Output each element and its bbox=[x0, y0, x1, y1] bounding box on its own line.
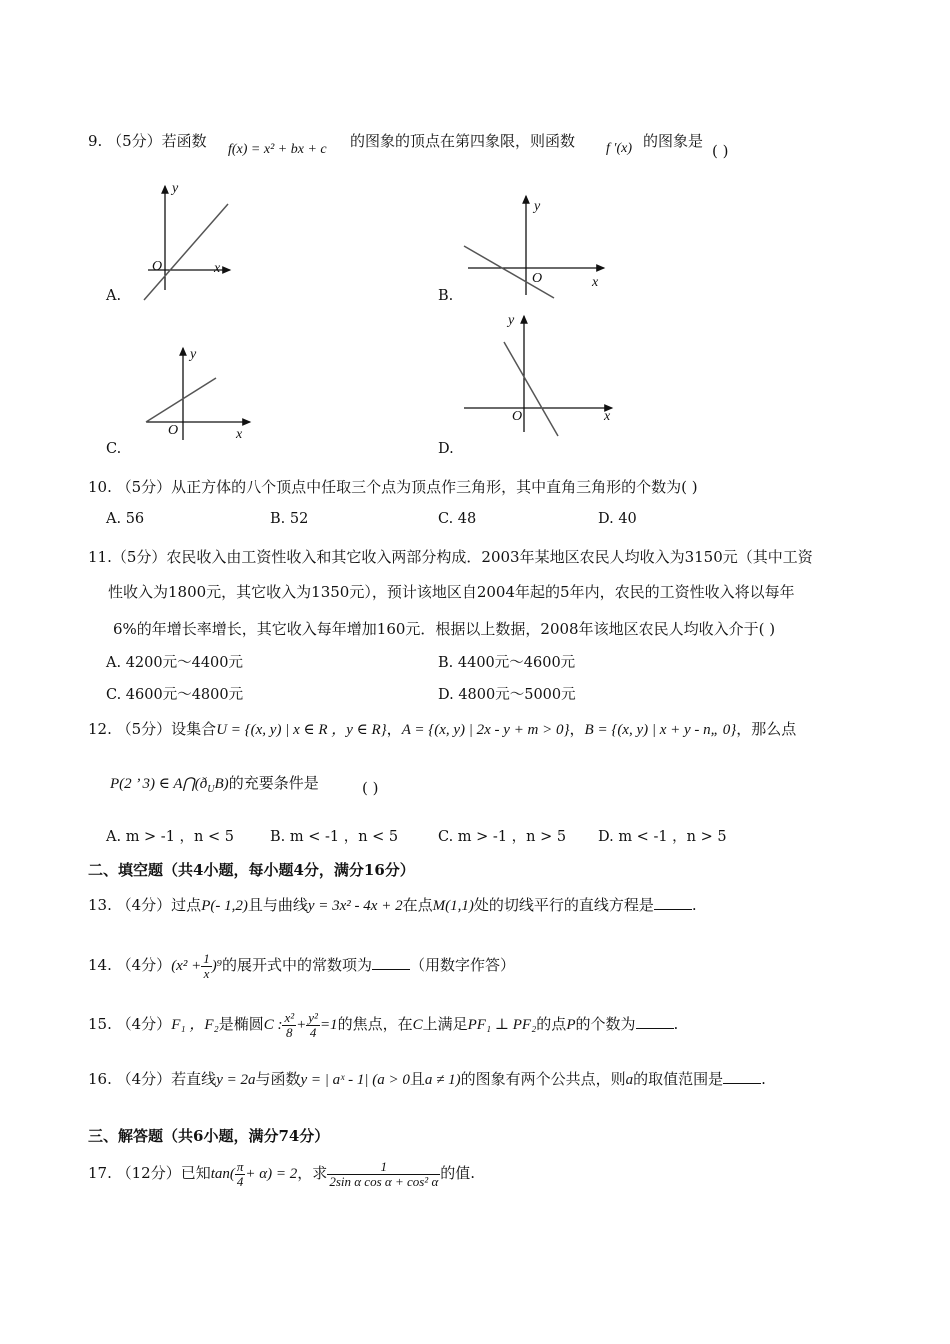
q10-option-d: D. 40 bbox=[598, 511, 637, 527]
q15-frac-2-num: y² bbox=[308, 1010, 318, 1025]
q16-score: （4分）若直线 bbox=[116, 1070, 217, 1088]
q12-answer-paren: ( ) bbox=[362, 779, 379, 797]
q17-target-fraction bbox=[327, 1160, 440, 1188]
q15-perp: PF₁ ⊥ PF₂ bbox=[467, 1017, 537, 1034]
q15-text-5: 的个数为 bbox=[575, 1015, 636, 1034]
q16-cond: a ≠ 1) bbox=[424, 1072, 461, 1088]
q13-score: （4分）过点 bbox=[116, 896, 202, 914]
q15-number: 15. bbox=[88, 1015, 112, 1034]
q12-tail: ，那么点 bbox=[736, 720, 797, 738]
q13-point-p: P(- 1,2) bbox=[201, 898, 248, 914]
q15-text-3: 上满足 bbox=[422, 1015, 468, 1034]
q9d-origin: O bbox=[512, 409, 523, 424]
section-fill-in-title: 二、填空题（共4小题，每小题4分，满分16分） bbox=[88, 861, 415, 879]
q12-set-u: U = {(x, y) | x ∈ R ，y ∈ R} bbox=[216, 722, 387, 738]
q11-line-3: 6%的年增长率增长，其它收入每年增加160元．根据以上数据，2008年该地区农民人均收入介于( ) bbox=[113, 620, 776, 638]
q14-text-1: 的展开式中的常数项为 bbox=[221, 956, 372, 975]
q17-pi-over-4 bbox=[235, 1160, 246, 1188]
q12-option-c: C. m > -1 ，n > 5 bbox=[438, 829, 567, 845]
q10-option-c: C. 48 bbox=[438, 511, 477, 527]
q9c-x-label: x bbox=[236, 427, 243, 442]
q12-sep-2: ， bbox=[569, 720, 585, 738]
q16-a: a bbox=[625, 1072, 634, 1088]
q9a-y-label: y bbox=[172, 181, 179, 196]
q16-text-1: 与函数 bbox=[255, 1070, 301, 1088]
q14-answer-blank[interactable] bbox=[372, 957, 410, 970]
q17-four: 4 bbox=[236, 1173, 244, 1189]
q15-foci: F₁ ，F₂ bbox=[171, 1017, 219, 1034]
q13-text-1: 且与曲线 bbox=[247, 896, 308, 914]
q16-number: 16. bbox=[88, 1070, 112, 1088]
q16-text-4: 的取值范围是 bbox=[633, 1070, 724, 1088]
q15-frac-2-den: 4 bbox=[309, 1024, 317, 1040]
q9b-y-label: y bbox=[534, 199, 541, 214]
q17-stem bbox=[88, 1160, 475, 1188]
q17-score: （12分）已知 bbox=[116, 1164, 211, 1183]
q15-point-p: P bbox=[566, 1017, 576, 1034]
q16-func: y = | aˣ - 1| (a > 0 bbox=[300, 1072, 410, 1088]
q9b-x-label: x bbox=[592, 275, 599, 290]
q14-frac-den: x bbox=[203, 965, 210, 981]
q17-target-den: 2sin α cos α + cos² α bbox=[329, 1173, 439, 1189]
q15-text-1: 是椭圆 bbox=[218, 1015, 264, 1034]
q10-option-a: A. 56 bbox=[106, 511, 145, 527]
q15-end: . bbox=[673, 1015, 679, 1034]
q12-cond-text: 的充要条件是 bbox=[228, 774, 319, 792]
q10-stem: 10. （5分）从正方体的八个顶点中任取三个点为顶点作三角形，其中直角三角形的个数为( ) bbox=[88, 478, 698, 496]
q14-text-2: （用数字作答） bbox=[409, 956, 515, 975]
q15-frac-1 bbox=[282, 1011, 296, 1039]
q9a-line bbox=[144, 204, 228, 300]
q14-fraction bbox=[201, 952, 212, 980]
q9-score: （5分） bbox=[107, 132, 162, 150]
q12-sep-1: ， bbox=[386, 720, 402, 738]
q15-frac-1-den: 8 bbox=[286, 1024, 293, 1040]
q15-c2: C bbox=[412, 1017, 423, 1034]
q9d-y-label: y bbox=[508, 313, 515, 328]
q14-frac-num: 1 bbox=[203, 951, 210, 966]
q15-score: （4分） bbox=[116, 1015, 172, 1034]
q11-line-1: 11.（5分）农民收入由工资性收入和其它收入两部分构成．2003年某地区农民人均收入为3150元（其中工资 bbox=[88, 548, 813, 566]
q12-cond-formula: P(2 ’ 3) ∈ A⋂(ð bbox=[110, 776, 208, 792]
q12-number: 12. bbox=[88, 720, 112, 738]
q9-formula-f: f(x) = x² + bx + c bbox=[228, 142, 327, 157]
q11-option-a: A. 4200元～4400元 bbox=[106, 655, 243, 671]
q15-text-4: 的点 bbox=[536, 1015, 567, 1034]
q9-option-b-label: B. bbox=[438, 288, 454, 304]
q13-text-2: 在点 bbox=[402, 896, 433, 914]
q12-option-d: D. m < -1 ，n > 5 bbox=[598, 829, 727, 845]
q9b-origin: O bbox=[532, 271, 543, 286]
q15-frac-2 bbox=[306, 1011, 320, 1039]
q12-option-a: A. m > -1 ，n < 5 bbox=[106, 829, 234, 845]
q17-number: 17. bbox=[88, 1164, 112, 1183]
q12-set-a: A = {(x, y) | 2x - y + m > 0} bbox=[401, 722, 570, 738]
q16-stem bbox=[88, 1068, 766, 1089]
q11-line-2: 性收入为1800元，其它收入为1350元），预计该地区自2004年起的5年内，农民的工资性收入将以每年 bbox=[108, 583, 795, 601]
q15-text-2: 的焦点，在 bbox=[337, 1015, 413, 1034]
q13-answer-blank[interactable] bbox=[654, 897, 692, 910]
q17-pi: π bbox=[236, 1159, 244, 1174]
q12-cond-sub: U bbox=[207, 784, 215, 795]
q9c-y-label: y bbox=[190, 347, 197, 362]
q17-tan-post: + α) = 2 bbox=[245, 1166, 298, 1183]
q9c-origin: O bbox=[168, 423, 179, 438]
q11-option-d: D. 4800元～5000元 bbox=[438, 687, 576, 703]
q17-text-2: 的值. bbox=[440, 1164, 476, 1183]
q12-stem bbox=[88, 718, 796, 739]
q9-graph-d bbox=[458, 312, 618, 442]
q9d-x-label: x bbox=[604, 409, 611, 424]
q16-answer-blank[interactable] bbox=[723, 1071, 761, 1084]
q16-text-2: 且 bbox=[409, 1070, 425, 1088]
q9-formula-fprime: f ′(x) bbox=[606, 141, 632, 156]
q9a-origin: O bbox=[152, 259, 163, 274]
q11-option-b: B. 4400元～4600元 bbox=[438, 655, 576, 671]
q15-frac-1-num: x² bbox=[284, 1010, 295, 1025]
q17-text-1: ，求 bbox=[297, 1164, 328, 1183]
q14-score: （4分） bbox=[116, 956, 172, 975]
q12-cond-end: B) bbox=[214, 776, 229, 792]
q9-graph-b bbox=[458, 190, 613, 300]
q9-graph-a bbox=[140, 180, 250, 305]
q13-end: . bbox=[691, 896, 697, 914]
q9c-line bbox=[146, 378, 216, 422]
q9-option-d-label: D. bbox=[438, 441, 454, 457]
q9-number: 9. bbox=[88, 132, 103, 150]
q14-expr-pre: (x² + bbox=[171, 958, 202, 975]
q9-option-c-label: C. bbox=[106, 441, 122, 457]
q9-stem bbox=[88, 130, 207, 151]
q14-expr-post: )⁹ bbox=[211, 958, 222, 975]
q10-option-b: B. 52 bbox=[270, 511, 309, 527]
q13-stem bbox=[88, 894, 697, 915]
q12-score: （5分）设集合 bbox=[116, 720, 217, 738]
q17-tan-pre: tan( bbox=[210, 1166, 235, 1183]
q15-answer-blank[interactable] bbox=[636, 1016, 674, 1029]
q13-number: 13. bbox=[88, 896, 112, 914]
q17-target-num: 1 bbox=[327, 1160, 440, 1175]
q9-option-a-label: A. bbox=[106, 288, 122, 304]
q12-set-b: B = {(x, y) | x + y - n„ 0} bbox=[584, 722, 737, 738]
q16-text-3: 的图象有两个公共点，则 bbox=[460, 1070, 626, 1088]
q15-stem bbox=[88, 1011, 678, 1039]
q12-option-b: B. m < -1 ，n < 5 bbox=[270, 829, 399, 845]
q15-equals: =1 bbox=[319, 1017, 338, 1034]
q9-graph-c bbox=[140, 342, 265, 447]
q11-option-c: C. 4600元～4800元 bbox=[106, 687, 244, 703]
q15-ellipse-c: C : bbox=[263, 1017, 283, 1034]
q13-curve: y = 3x² - 4x + 2 bbox=[307, 898, 403, 914]
q9-text-c: 的图象是 bbox=[643, 132, 704, 150]
q16-line: y = 2a bbox=[216, 1072, 256, 1088]
q14-number: 14. bbox=[88, 956, 112, 975]
q12-condition bbox=[110, 772, 319, 795]
q9a-x-label: x bbox=[214, 261, 221, 276]
q13-point-m: M(1,1) bbox=[432, 898, 474, 914]
q14-stem bbox=[88, 952, 515, 980]
q9-text-b: 的图象的顶点在第四象限，则函数 bbox=[350, 132, 576, 150]
section-solve-title: 三、解答题（共6小题，满分74分） bbox=[88, 1127, 330, 1145]
q9-answer-paren: ( ) bbox=[712, 142, 729, 160]
q9-text-a: 若函数 bbox=[161, 132, 207, 150]
q16-end: . bbox=[761, 1070, 766, 1088]
q15-plus: + bbox=[296, 1017, 307, 1034]
q13-text-3: 处的切线平行的直线方程是 bbox=[473, 896, 654, 914]
